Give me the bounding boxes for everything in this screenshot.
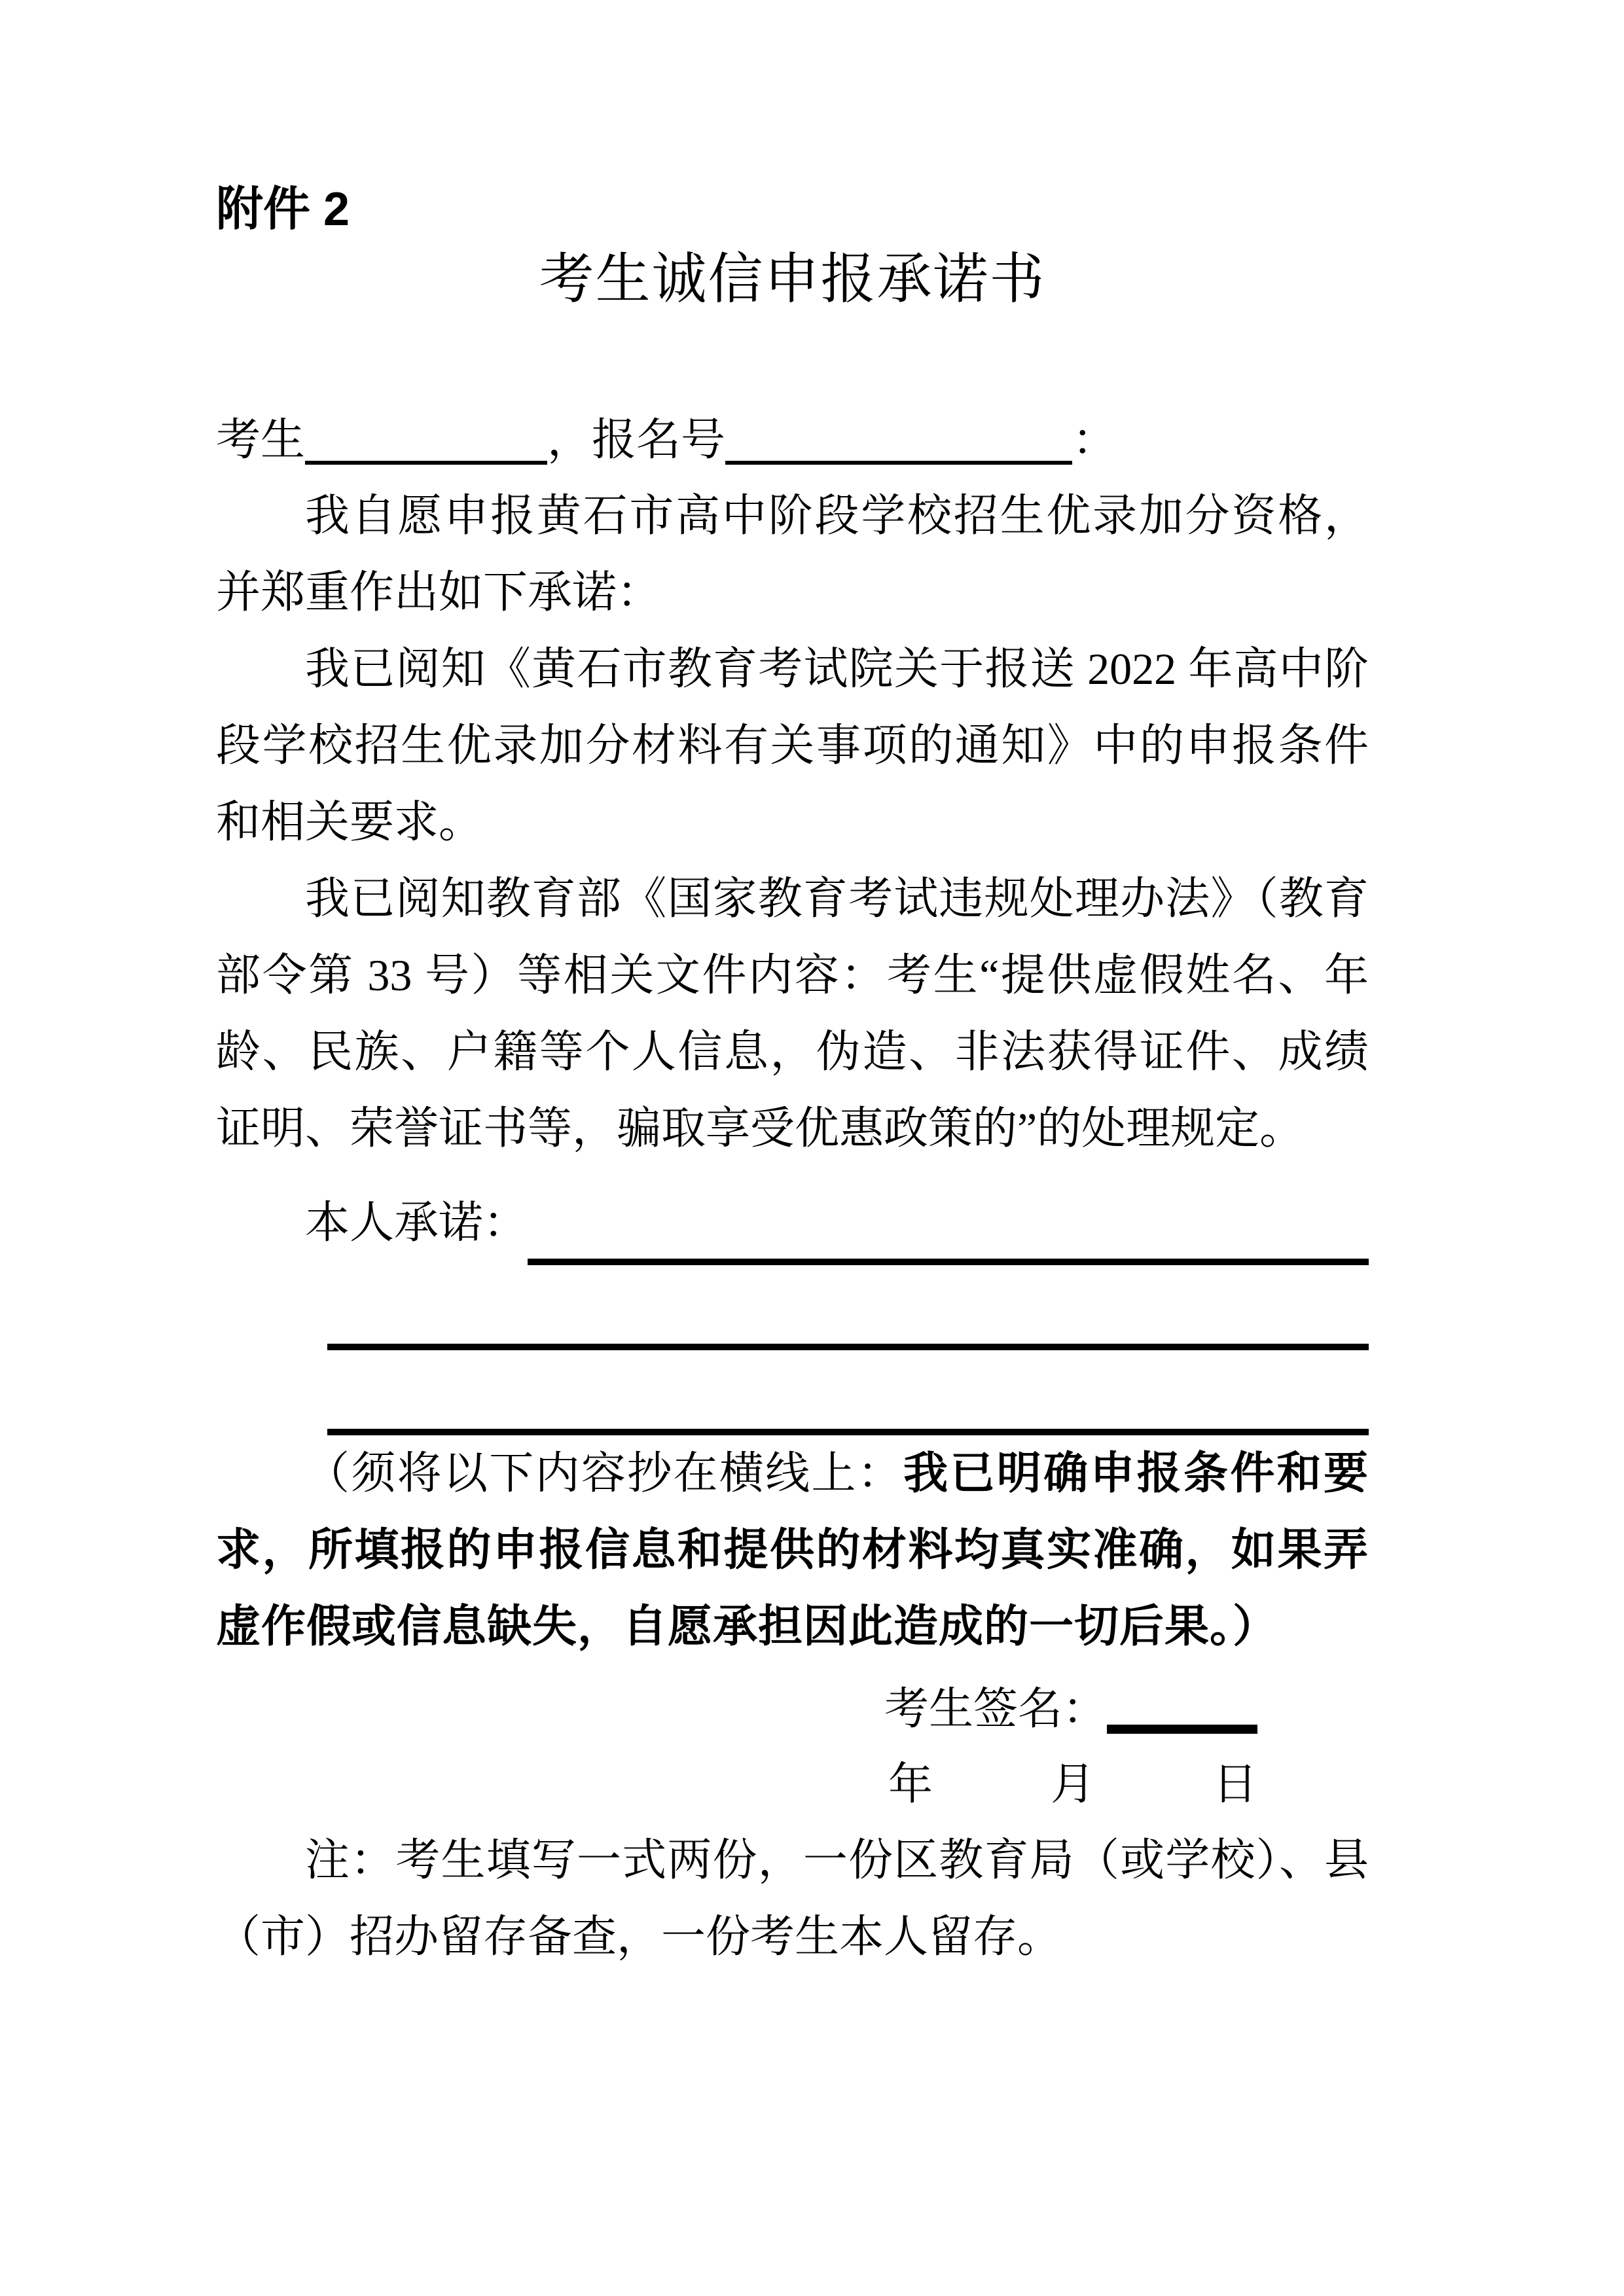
paragraph-notice-read: 我已阅知《黄石市教育考试院关于报送 2022 年高中阶段学校招生优录加分材料有关事项的通知》中的申报条件和相关要求。 [216, 644, 1369, 847]
document-title: 考生诚信申报承诺书 [539, 249, 1046, 310]
signature-line [216, 1672, 1369, 1747]
paragraph-regulations-read: 我已阅知教育部《国家教育考试违规处理办法》（教育部令第 33 号）等相关文件内容：考生“提供虚假姓名、年龄、民族、户籍等个人信息，伪造、非法获得证件、成绩证明、荣誉证书等，骗取享受优惠政策的”的处理规定。 [216, 874, 1369, 1153]
candidate-info-line [216, 403, 1369, 478]
date-day-label: 日 [1212, 1759, 1257, 1809]
date-line [216, 1747, 1369, 1822]
registration-number-blank [725, 414, 1072, 465]
promise-blank-line-3 [327, 1350, 1369, 1435]
date-month-label: 月 [1050, 1759, 1095, 1809]
promise-label: 本人承诺： [305, 1198, 528, 1247]
signature-blank [1107, 1685, 1257, 1734]
paragraph-voluntary-declaration: 我自愿申报黄石市高中阶段学校招生优录加分资格，并郑重作出如下承诺： [216, 491, 1369, 617]
copy-instruction-paragraph [216, 1435, 1369, 1665]
fill-line-colon: ： [1072, 415, 1117, 465]
footnote-paragraph: 注：考生填写一式两份，一份区教育局（或学校）、县（市）招办留存备查，一份考生本人留存。 [216, 1835, 1369, 1962]
copy-instruction-intro: （须将以下内容抄在横线上： [305, 1448, 904, 1498]
promise-blank-line-1 [528, 1187, 1369, 1265]
signature-label: 考生签名： [884, 1684, 1107, 1734]
candidate-label: 考生 [216, 415, 306, 465]
registration-number-label: ，报名号 [547, 415, 726, 465]
date-year-label: 年 [888, 1759, 933, 1809]
promise-line [216, 1180, 1369, 1265]
attachment-label: 附件 2 [216, 183, 350, 236]
promise-blank-line-2 [327, 1265, 1369, 1350]
candidate-name-blank [305, 414, 547, 465]
copy-instruction-bold-text: 我已明确申报条件和要求，所填报的申报信息和提供的材料均真实准确，如果弄虚作假或信息缺失，自愿承担因此造成的一切后果。） [216, 1448, 1369, 1651]
